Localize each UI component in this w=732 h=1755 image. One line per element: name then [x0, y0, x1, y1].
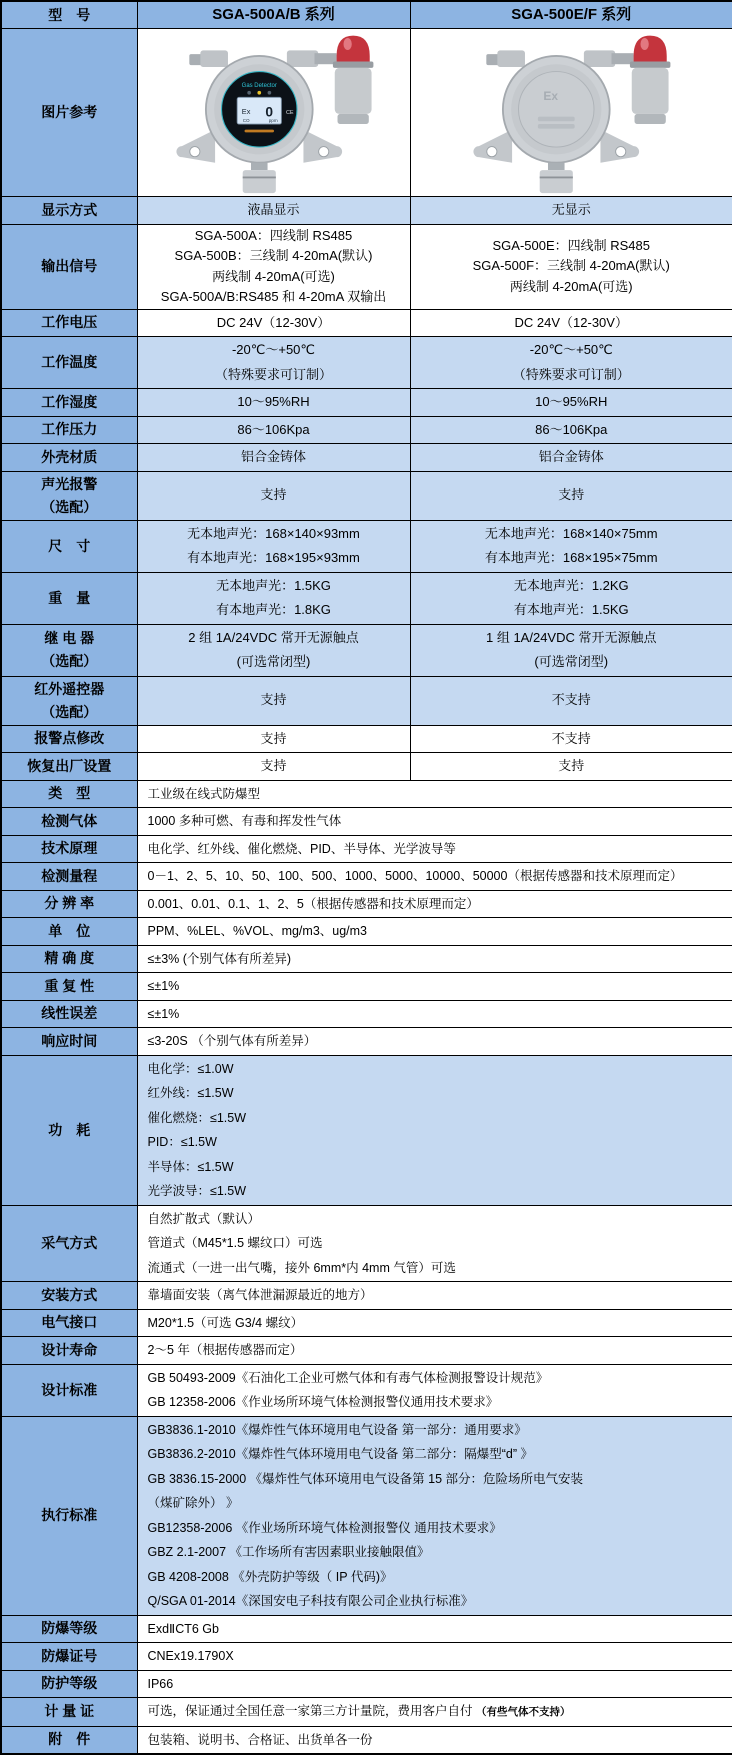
row-label: 红外遥控器 （选配）: [1, 676, 137, 725]
cell-col-b: [410, 416, 732, 444]
cell-line: 2 组 1A/24VDC 常开无源触点: [188, 629, 359, 645]
cell-full: [137, 863, 732, 891]
embossed-text-line: [538, 124, 575, 129]
row-label: 声光报警 （选配）: [1, 471, 137, 520]
cell-full: [137, 1670, 732, 1698]
cell-full: [137, 1698, 732, 1727]
cell-line: 管道式（M45*1.5 螺纹口）可选: [147, 1236, 323, 1250]
image-row: [1, 29, 732, 197]
cell-full: [137, 1205, 732, 1282]
table-row: [1, 572, 732, 624]
lcd-gas-label: CO: [242, 117, 250, 123]
cell-full: [137, 1282, 732, 1310]
cell-line: 1 组 1A/24VDC 常开无源触点: [486, 629, 657, 645]
cell-col-a: [137, 520, 410, 572]
cell-full: [137, 835, 732, 863]
row-label: 防爆等级: [1, 1615, 137, 1643]
table-row: [1, 1337, 732, 1365]
cell-full: [137, 918, 732, 946]
header-model-label: 型 号: [1, 1, 137, 29]
cell-line: GB 3836.15-2000 《爆炸性气体环境用电气设备第 15 部分：危险场所电气安装: [147, 1471, 584, 1486]
table-row: [1, 309, 732, 337]
row-label: 输出信号: [1, 224, 137, 309]
table-row: [1, 416, 732, 444]
cell-col-a: [137, 471, 410, 520]
cell-line: 有本地声光：1.5KG: [513, 602, 629, 617]
cell-line: 2～5 年（根据传感器而定）: [147, 1343, 303, 1357]
lcd-reading-value: 0: [264, 104, 273, 120]
table-row: [1, 780, 732, 808]
cell-col-a: [137, 337, 410, 389]
table-row: [1, 676, 732, 725]
row-label: 尺 寸: [1, 520, 137, 572]
table-row: [1, 1698, 732, 1727]
cell-line: 两线制 4-20mA(可选): [509, 278, 633, 294]
device-brand-text: Gas Detector: [241, 82, 277, 89]
cell-line: 有本地声光：168×195×93mm: [187, 550, 360, 565]
status-led: [247, 90, 251, 94]
cell-full: [137, 1416, 732, 1615]
cell-col-a: [137, 725, 410, 753]
cell-col-b: [410, 309, 732, 337]
row-label: 电气接口: [1, 1309, 137, 1337]
table-row: [1, 1028, 732, 1056]
cell-line: 无本地声光：1.5KG: [216, 577, 331, 593]
cell-full: [137, 780, 732, 808]
cell-line: SGA-500F：三线制 4-20mA(默认): [472, 258, 670, 274]
cell-col-b: [410, 624, 732, 676]
cell-col-b: [410, 389, 732, 417]
cell-full: [137, 1028, 732, 1056]
fault-led: [267, 90, 271, 94]
gas-detector-no-display-image: [457, 32, 685, 194]
power-led: [257, 90, 261, 94]
cell-line: 无显示: [551, 202, 591, 217]
table-row: [1, 224, 732, 309]
cell-col-a: [137, 676, 410, 725]
cell-col-a: [137, 416, 410, 444]
cell-line: 有本地声光：168×195×75mm: [484, 550, 658, 565]
cell-line: GBZ 2.1-2007 《工作场所有害因素职业接触限值》: [147, 1545, 430, 1559]
cell-line: SGA-500A/B:RS485 和 4-20mA 双输出: [160, 289, 387, 304]
row-label: 工作压力: [1, 416, 137, 444]
table-row: [1, 1000, 732, 1028]
table-row: [1, 725, 732, 753]
cell-col-a: [137, 624, 410, 676]
table-row: [1, 973, 732, 1001]
cell-line: Q/SGA 01-2014《深国安电子科技有限公司企业执行标准》: [147, 1594, 474, 1608]
cell-line: GB 50493-2009《石油化工企业可燃气体和有毒气体检测报警设计规范》: [147, 1370, 549, 1385]
table-row: [1, 389, 732, 417]
product-image-a: [137, 29, 410, 197]
cell-line: GB3836.1-2010《爆炸性气体环境用电气设备 第一部分：通用要求》: [147, 1422, 527, 1437]
row-label: 设计寿命: [1, 1337, 137, 1365]
row-label: 类 型: [1, 780, 137, 808]
table-row: [1, 1309, 732, 1337]
cell-line: ≤±3% (个别气体有所差异): [147, 951, 292, 966]
cell-line: 流通式（一进一出气嘴，接外 6mm*内 4mm 气管）可选: [147, 1260, 456, 1275]
lcd-unit-label: ppm: [268, 117, 278, 123]
row-label: 执行标准: [1, 1416, 137, 1615]
header-series-ab: SGA-500A/B 系列: [137, 1, 410, 29]
cell-line: ≤3-20S （个别气体有所差异）: [147, 1034, 317, 1048]
cell-full: [137, 890, 732, 918]
cell-line: 电化学、红外线、催化燃烧、PID、半导体、光学波导等: [147, 841, 456, 856]
cell-line: -20℃～+50℃: [529, 342, 613, 357]
row-label: 附 件: [1, 1726, 137, 1754]
cell-line: ≤±1%: [147, 1006, 180, 1021]
cell-line: PID：≤1.5W: [147, 1135, 217, 1149]
table-row: [1, 1282, 732, 1310]
table-row: [1, 890, 732, 918]
lcd-ex-marking: Ex: [241, 106, 250, 116]
row-label: 采气方式: [1, 1205, 137, 1282]
cell-line: 支持: [260, 692, 287, 708]
row-label: 图片参考: [1, 29, 137, 197]
table-row: [1, 945, 732, 973]
cell-col-a: [137, 389, 410, 417]
table-row: [1, 863, 732, 891]
cell-line: 10～95%RH: [535, 394, 608, 409]
alarm-beacon-icon: [332, 35, 373, 123]
cell-line: 不支持: [551, 692, 591, 708]
cell-full: [137, 1726, 732, 1754]
cell-line: 有本地声光：1.8KG: [216, 602, 331, 617]
cell-line: 自然扩散式（默认）: [147, 1211, 261, 1226]
table-row: [1, 1643, 732, 1671]
table-row: [1, 1670, 732, 1698]
warning-strip: [244, 129, 273, 132]
cell-full: [137, 1000, 732, 1028]
row-label: 分 辨 率: [1, 890, 137, 918]
cell-line: 0－1、2、5、10、50、100、500、1000、5000、10000、50000（根据传感器和技术原理而定）: [147, 869, 683, 883]
row-label: 重 量: [1, 572, 137, 624]
cell-line: PPM、%LEL、%VOL、mg/m3、ug/m3: [147, 924, 368, 938]
cell-line: 支持: [558, 487, 585, 503]
cell-full: [137, 1309, 732, 1337]
cell-line: 铝合金铸体: [538, 449, 604, 464]
row-label: 重 复 性: [1, 973, 137, 1001]
row-label: 精 确 度: [1, 945, 137, 973]
row-label: 工作湿度: [1, 389, 137, 417]
cell-col-b: [410, 471, 732, 520]
cell-col-a: [137, 572, 410, 624]
row-label: 外壳材质: [1, 444, 137, 472]
cell-line: 工业级在线式防爆型: [147, 786, 261, 801]
cell-line: 催化燃烧：≤1.5W: [147, 1110, 247, 1125]
cell-line: SGA-500B：三线制 4-20mA(默认): [174, 248, 373, 263]
table-row: [1, 444, 732, 472]
cell-line: 无本地声光：168×140×75mm: [484, 525, 658, 541]
table-row: [1, 471, 732, 520]
row-label: 防护等级: [1, 1670, 137, 1698]
table-row: [1, 520, 732, 572]
cell-line: GB 12358-2006《作业场所环境气体检测报警仪通用技术要求》: [147, 1395, 499, 1409]
cell-col-b: [410, 337, 732, 389]
cell-line: GB3836.2-2010《爆炸性气体环境用电气设备 第二部分：隔爆型“d” 》: [147, 1447, 533, 1461]
cell-line: 86～106Kpa: [237, 421, 310, 437]
cell-line: (可选常闭型): [534, 654, 609, 669]
row-label: 恢复出厂设置: [1, 753, 137, 781]
cell-line: 1000 多种可燃、有毒和挥发性气体: [147, 814, 342, 828]
row-label: 报警点修改: [1, 725, 137, 753]
alarm-beacon-icon: [630, 35, 671, 123]
cell-line: (可选常闭型): [236, 654, 311, 669]
cell-full: [137, 1364, 732, 1416]
cell-col-a: [137, 197, 410, 225]
row-label: 检测气体: [1, 808, 137, 836]
cell-line: GB12358-2006 《作业场所环境气体检测报警仪 通用技术要求》: [147, 1520, 502, 1535]
cell-col-a: [137, 444, 410, 472]
cell-col-b: [410, 572, 732, 624]
cell-col-b: [410, 224, 732, 309]
cell-col-a: [137, 753, 410, 781]
row-label: 计 量 证: [1, 1698, 137, 1727]
cell-line: 支持: [558, 758, 585, 773]
blank-faceplate: [519, 71, 594, 146]
cell-line: 86～106Kpa: [535, 421, 608, 437]
sensor-head: [540, 170, 573, 193]
header-row: [1, 1, 732, 29]
cell-line: ≤±1%: [147, 979, 180, 993]
cell-col-a: [137, 224, 410, 309]
sensor-head: [242, 170, 275, 193]
cell-line: 光学波导：≤1.5W: [147, 1184, 247, 1198]
cell-line: M20*1.5（可选 G3/4 螺纹）: [147, 1315, 304, 1330]
cell-line: 可选，保证通过全国任意一家第三方计量院，费用客户自付 （有些气体不支持）: [147, 1704, 571, 1718]
cell-full: [137, 1055, 732, 1205]
cell-full: [137, 808, 732, 836]
cell-line: 铝合金铸体: [240, 449, 306, 464]
ce-marking: CE: [285, 109, 294, 116]
cell-line: 支持: [260, 730, 287, 746]
row-label: 防爆证号: [1, 1643, 137, 1671]
row-label: 单 位: [1, 918, 137, 946]
cell-line: -20℃～+50℃: [231, 342, 316, 357]
cell-full: [137, 1643, 732, 1671]
row-label: 安装方式: [1, 1282, 137, 1310]
table-row: [1, 1364, 732, 1416]
row-label: 工作温度: [1, 337, 137, 389]
ex-marking: Ex: [543, 88, 559, 103]
table-row: [1, 624, 732, 676]
cell-line: 电化学：≤1.0W: [147, 1061, 234, 1076]
cell-line: IP66: [147, 1676, 174, 1691]
cell-line: 无本地声光：168×140×93mm: [187, 525, 360, 541]
row-label: 功 耗: [1, 1055, 137, 1205]
cell-line: 包装箱、说明书、合格证、出货单各一份: [147, 1732, 373, 1747]
table-row: [1, 337, 732, 389]
row-label: 设计标准: [1, 1364, 137, 1416]
table-row: [1, 808, 732, 836]
cell-col-a: [137, 309, 410, 337]
cell-line: 半导体：≤1.5W: [147, 1159, 234, 1174]
cell-col-b: [410, 520, 732, 572]
table-row: [1, 1205, 732, 1282]
row-label: 工作电压: [1, 309, 137, 337]
cell-line: 靠墙面安装（离气体泄漏源最近的地方）: [147, 1288, 373, 1302]
cell-col-b: [410, 753, 732, 781]
embossed-text-line: [538, 116, 575, 121]
cell-col-b: [410, 444, 732, 472]
table-row: [1, 1416, 732, 1615]
cell-line: 两线制 4-20mA(可选): [212, 268, 335, 284]
cell-line: SGA-500A：四线制 RS485: [194, 227, 353, 243]
cell-line: 不支持: [551, 730, 591, 746]
table-row: [1, 918, 732, 946]
table-row: [1, 835, 732, 863]
cell-line: （煤矿除外） 》: [147, 1496, 239, 1510]
cell-full: [137, 973, 732, 1001]
header-series-ef: SGA-500E/F 系列: [410, 1, 732, 29]
table-row: [1, 1726, 732, 1754]
row-label: 显示方式: [1, 197, 137, 225]
gas-detector-with-display-image: [160, 32, 388, 194]
cell-line: 支持: [260, 487, 287, 503]
cell-line: DC 24V（12-30V）: [216, 314, 331, 330]
cell-line: GB 4208-2008 《外壳防护等级（ IP 代码)》: [147, 1569, 393, 1584]
cell-full: [137, 1337, 732, 1365]
table-row: [1, 197, 732, 225]
cell-line: ExdⅡCT6 Gb: [147, 1621, 219, 1636]
cell-line: DC 24V（12-30V）: [514, 314, 628, 330]
cell-line: 0.001、0.01、0.1、1、2、5（根据传感器和技术原理而定）: [147, 896, 479, 911]
cable-gland-icon: [487, 54, 500, 65]
cell-line: 无本地声光：1.2KG: [513, 577, 629, 593]
cell-col-b: [410, 676, 732, 725]
cell-line: CNEx19.1790X: [147, 1649, 234, 1663]
table-row: [1, 753, 732, 781]
cell-line: （特殊要求可订制）: [214, 366, 332, 382]
cell-col-b: [410, 197, 732, 225]
cell-full: [137, 1615, 732, 1643]
row-label: 技术原理: [1, 835, 137, 863]
table-row: [1, 1055, 732, 1205]
cell-col-b: [410, 725, 732, 753]
cell-full: [137, 945, 732, 973]
row-label: 线性误差: [1, 1000, 137, 1028]
row-label: 响应时间: [1, 1028, 137, 1056]
cable-gland-icon: [189, 54, 202, 65]
table-row: [1, 1615, 732, 1643]
product-image-b: [410, 29, 732, 197]
row-label: 继 电 器 （选配）: [1, 624, 137, 676]
cell-line: 支持: [260, 758, 287, 773]
cell-line: SGA-500E：四线制 RS485: [492, 237, 650, 253]
cell-line: 液晶显示: [247, 202, 300, 217]
cell-line: 10～95%RH: [237, 394, 310, 409]
row-label: 检测量程: [1, 863, 137, 891]
cell-line: 红外线：≤1.5W: [147, 1086, 234, 1100]
cell-line: （特殊要求可订制）: [512, 366, 630, 382]
